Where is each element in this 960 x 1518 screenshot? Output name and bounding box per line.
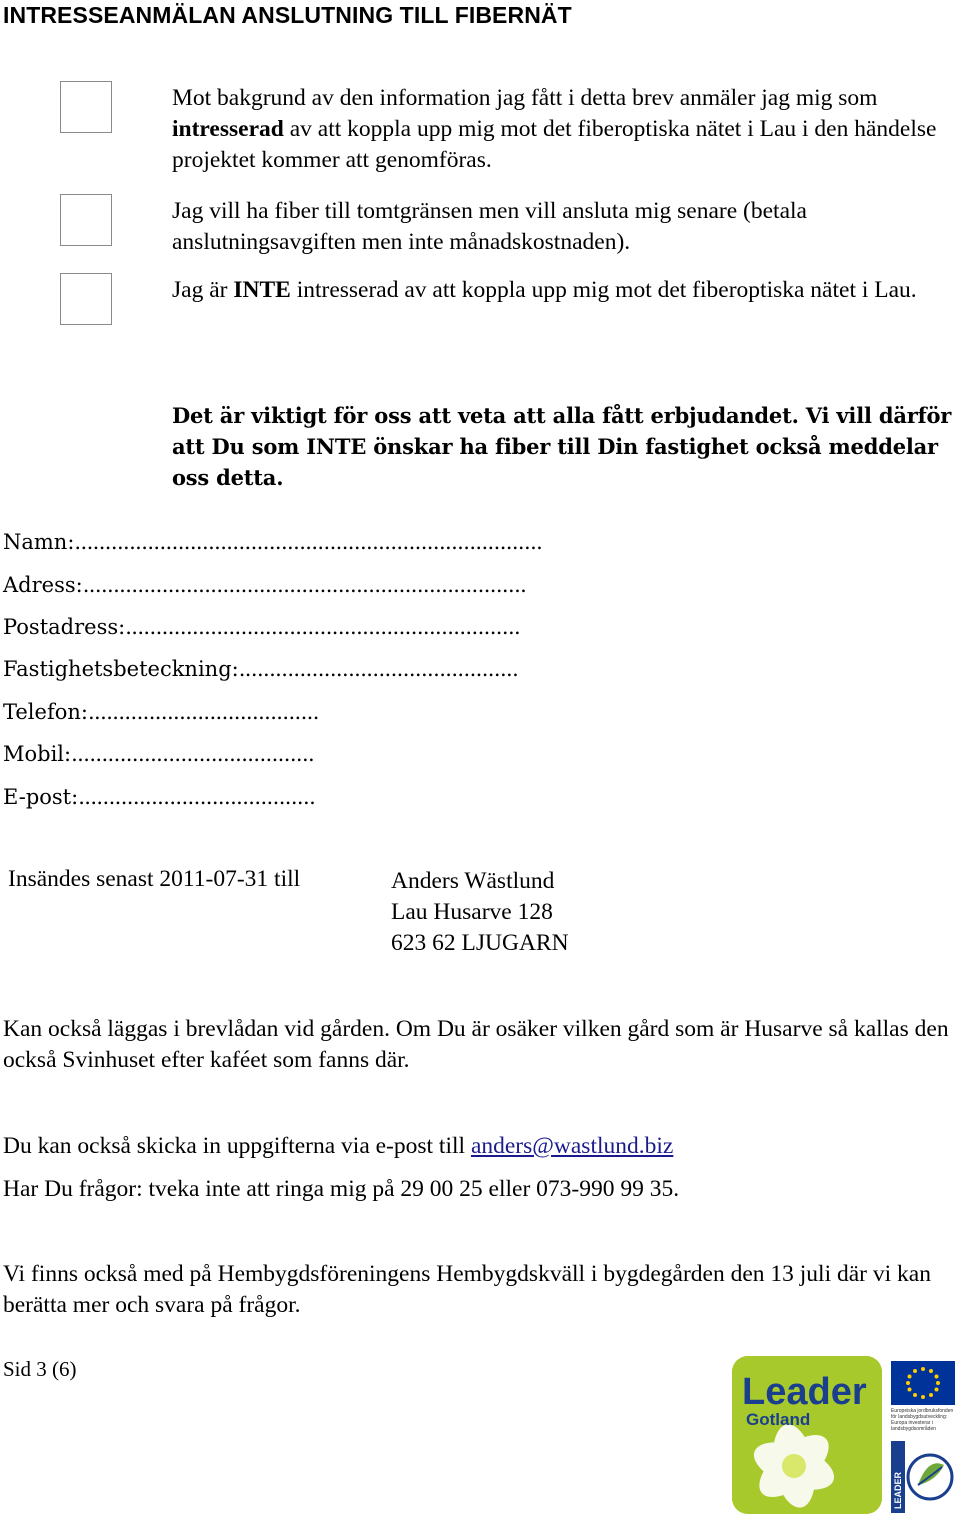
option-not-interested-text: Jag är INTE intresserad av att koppla upp mig mot det fiberoptiska nätet i Lau. xyxy=(172,277,917,303)
email-paragraph: Du kan också skicka in uppgifterna via e-post till anders@wastlund.biz xyxy=(3,1133,674,1159)
not-interested-checkbox[interactable] xyxy=(60,273,112,325)
email-dots: ....................................... xyxy=(78,785,316,809)
mobile-dots: ........................................ xyxy=(71,742,315,766)
fiber-later-checkbox[interactable] xyxy=(60,194,112,246)
mailbox-paragraph: Kan också läggas i brevlådan vid gården. Om Du är osäker vilken gård som är Husarve så kallas den också Svinhuset efter kaféet som fanns där. xyxy=(3,1016,949,1073)
svg-text:LEADER: LEADER xyxy=(893,1471,903,1509)
phone-paragraph: Har Du frågor: tveka inte att ringa mig på 29 00 25 eller 073-990 99 35. xyxy=(3,1176,680,1202)
mobile-label: Mobil: xyxy=(3,742,72,766)
email-field[interactable] xyxy=(3,784,315,810)
email-label: E-post: xyxy=(3,785,79,809)
address-field[interactable] xyxy=(3,572,526,598)
send-deadline-label: Insändes senast 2011-07-31 till xyxy=(8,866,301,892)
property-designation-field[interactable] xyxy=(3,656,518,682)
interested-checkbox[interactable] xyxy=(60,81,112,133)
postal-address-field[interactable] xyxy=(3,614,520,640)
flower-icon xyxy=(732,1356,882,1514)
eu-fund-text: Europeiska jordbruksfonden för landsbygdsutveckling: Europa investerar i landsbygdsområden xyxy=(891,1408,954,1432)
address-dots: ......................................................................... xyxy=(82,573,527,597)
page-number: Sid 3 (6) xyxy=(3,1357,77,1381)
important-note: Det är viktigt för oss att veta att alla fått erbjudandet. Vi vill därför att Du som INTE önskar ha fiber till Din fastighet också meddelar oss detta. xyxy=(172,403,952,490)
postal-address-label: Postadress: xyxy=(3,615,126,639)
recipient-name: Anders Wästlund xyxy=(391,868,555,894)
phone-dots: ...................................... xyxy=(87,700,319,724)
postal-address-dots: ................................................................. xyxy=(125,615,521,639)
recipient-address xyxy=(391,866,569,959)
phone-label: Telefon: xyxy=(3,700,88,724)
name-field[interactable] xyxy=(3,529,542,555)
email-link[interactable]: anders@wastlund.biz xyxy=(470,1133,674,1159)
svg-text:Leader: Leader xyxy=(742,1371,867,1413)
event-paragraph: Vi finns också med på Hembygdsföreningens Hembygdskväll i bygdegården den 13 juli där vi kan berätta mer och svara på frågor. xyxy=(3,1261,931,1318)
phone-field[interactable] xyxy=(3,699,319,725)
svg-text:Gotland: Gotland xyxy=(746,1410,811,1429)
leader-gotland-logo xyxy=(732,1356,882,1514)
property-designation-dots: .............................................. xyxy=(238,657,519,681)
option-fiber-later-text: Jag vill ha fiber till tomtgränsen men vill ansluta mig senare (betala anslutningsavgiften men inte månadskostnaden). xyxy=(172,198,807,255)
eu-logo xyxy=(888,1361,958,1513)
name-dots: ............................................................................. xyxy=(74,530,543,554)
address-label: Adress: xyxy=(3,573,83,597)
name-label: Namn: xyxy=(3,530,75,554)
recipient-postal: 623 62 LJUGARN xyxy=(391,930,569,956)
property-designation-label: Fastighetsbeteckning: xyxy=(3,657,239,681)
option-interested-text: Mot bakgrund av den information jag fått i detta brev anmäler jag mig som intresserad av att koppla upp mig mot det fiberoptiska nätet i Lau i den händelse projektet kommer att genomföras. xyxy=(172,85,937,173)
mobile-field[interactable] xyxy=(3,741,314,767)
recipient-street: Lau Husarve 128 xyxy=(391,899,553,925)
page-title: INTRESSEANMÄLAN ANSLUTNING TILL FIBERNÄT xyxy=(3,2,572,28)
